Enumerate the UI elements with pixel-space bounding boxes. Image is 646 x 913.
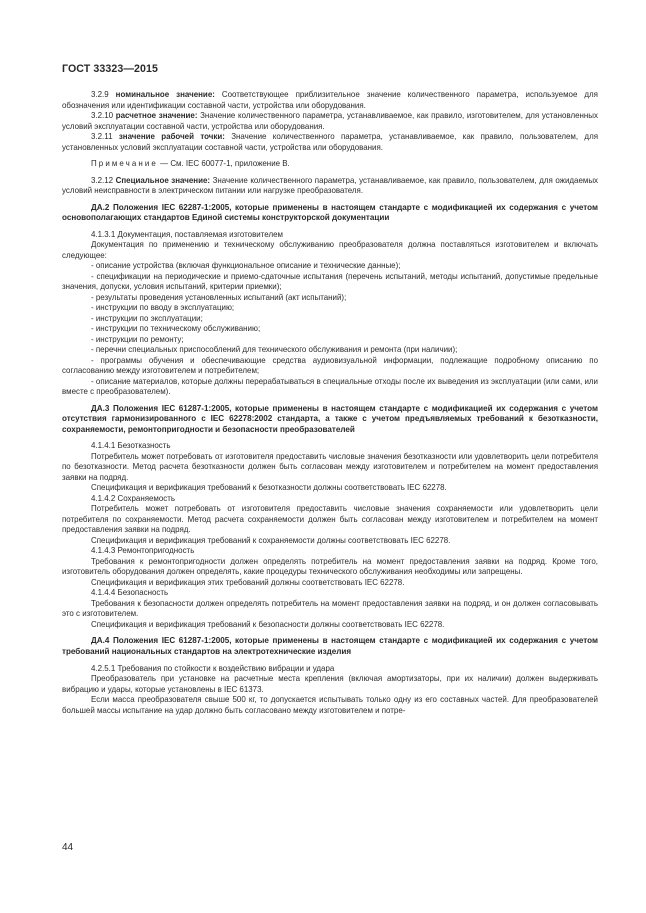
definition-term: значение рабочей точки: (118, 132, 225, 141)
definition-number: 3.2.10 (91, 111, 114, 120)
definition-3-2-10 (62, 111, 598, 132)
paragraph: Преобразователь при установке на расчетные места крепления (включая амортизаторы, при их наличии) должен выдерживать вибрацию и удары, которые установлены в IEC 61373. (62, 674, 598, 694)
definition-number: 3.2.12 (91, 175, 114, 185)
section-da3-heading: ДА.3 Положения IEC 61287-1:2005, которые применены в настоящем стандарте с модификацией их содержания с учетом отсутствия гармонизированного с IEC 62278:2002 стандарта, а также с учетом предъявляемых требований к безотказности, сохраняемости, ремонтопригодности и безопасности преобразователей (62, 403, 598, 434)
subsection-title: 4.1.4.1 Безотказность (91, 441, 171, 451)
list-item: - перечни специальных приспособлений для технического обслуживания и ремонта (при наличии); (91, 345, 458, 355)
paragraph: Спецификация и верификация требований к сохраняемости должны соответствовать IEC 62278. (91, 535, 451, 545)
paragraph: Если масса преобразователя свыше 500 кг, то допускается испытывать только одну из его составных частей. Для преобразователей большей массы испытание на удар должно быть согласовано между изготовителем и потре- (62, 695, 598, 715)
standard-header: ГОСТ 33323—2015 (62, 63, 159, 75)
list-item: - инструкции по эксплуатации; (91, 313, 203, 323)
paragraph: Спецификация и верификация этих требований должны соответствовать IEC 62278. (91, 577, 405, 587)
list-item: - инструкции по ремонту; (91, 334, 184, 344)
list-item: - описание материалов, которые должны перерабатываться в специальные отходы после их выведения из эксплуатации (или сами, или вместе с преобразователем). (62, 376, 598, 397)
list-item: - спецификации на периодические и приемо-сдаточные испытания (перечень испытаний, методы испытаний, допустимые предельные значения, допуски, условия испытаний, критерии приемки); (62, 271, 598, 292)
paragraph: Спецификация и верификация требований к безотказности должны соответствовать IEC 62278. (91, 483, 447, 493)
section-da2-heading: ДА.2 Положения IEC 62287-1:2005, которые применены в настоящем стандарте с модификацией их содержания с учетом основополагающих стандартов Единой системы конструкторской документации (62, 202, 598, 223)
subsection-title: 4.1.4.3 Ремонтопригодность (91, 546, 195, 556)
page-body (62, 90, 598, 716)
definition-text: Значение количественного параметра, устанавливаемое, как правило, пользователем, для установленных условий эксплуатации составной части, устройства или оборудования. (62, 132, 598, 152)
subsection-title: 4.2.5.1 Требования по стойкости к воздействию вибрации и удара (91, 663, 335, 673)
page-number: 44 (62, 842, 74, 853)
definition-text: Соответствующее приблизительное значение количественного параметра, используемое для обозначения или идентификации составной части, устройства или оборудования. (62, 90, 598, 110)
subsection-title: 4.1.4.4 Безопасность (91, 588, 169, 598)
definition-term: Специальное значение: (115, 175, 211, 185)
definition-text: Значение количественного параметра, устанавливаемое, как правило, пользователем, для ожидаемых условий неисправности в электрическом питании или нагрузке преобразователя. (62, 175, 598, 195)
paragraph: Спецификация и верификация требований к безопасности должны соответствовать IEC 62278. (91, 619, 445, 629)
definition-term: номинальное значение: (115, 90, 215, 99)
note (62, 159, 598, 170)
definition-number: 3.2.11 (91, 132, 113, 141)
list-item: - описание устройства (включая функциональное описание и технические данные); (91, 261, 401, 271)
note-label: Примечание (91, 159, 158, 168)
list-item: - программы обучения и обеспечивающие средства аудиовизуальной информации, подлежащие подробному описанию по согласованию между изготовителем и потребителем; (62, 355, 598, 376)
paragraph: Требования к безопасности должен определять потребитель на момент предоставления заявки на подряд, и он должен согласовывать это с изготовителем. (62, 598, 598, 619)
paragraph: Требования к ремонтопригодности должен определять потребитель на момент предоставления заявки на подряд. Кроме того, изготовитель оборудования должен определять, какие процедуры технического обслуживания необходимы или запрещены. (62, 556, 598, 577)
definition-number: 3.2.9 (91, 90, 109, 99)
definition-3-2-9 (62, 90, 598, 111)
list-item: - инструкции по техническому обслуживанию; (91, 324, 261, 334)
paragraph: Документация по применению и техническому обслуживанию преобразователя должна поставляться изготовителем и включать следующее: (62, 240, 598, 260)
note-text: — См. IEC 60077-1, приложение В. (160, 159, 290, 168)
definition-3-2-11 (62, 132, 598, 153)
definition-term: расчетное значение: (115, 111, 198, 120)
paragraph: Потребитель может потребовать от изготовителя предоставить числовые значения сохраняемости или удовлетворить цели потребителя по сохраняемости. Метод расчета сохраняемости должен быть согласован между изготовителем и потребителем на момент предоставления заявки на подряд. (62, 504, 598, 535)
definition-text: Значение количественного параметра, устанавливаемое, как правило, изготовителем, для установленных условий эксплуатации составной части, устройства или оборудования. (62, 111, 598, 131)
definition-3-2-12 (62, 176, 598, 197)
subsection-title: 4.1.3.1 Документация, поставляемая изготовителем (91, 229, 283, 239)
list-item: - результаты проведения установленных испытаний (акт испытаний); (91, 292, 347, 302)
list-item: - инструкции по вводу в эксплуатацию; (91, 303, 235, 313)
subsection-title: 4.1.4.2 Сохраняемость (91, 493, 176, 503)
section-da4-heading: ДА.4 Положения IEC 61287-1:2005, которые применены в настоящем стандарте с модификацией их содержания с учетом требований национальных стандартов на электротехнические изделия (62, 636, 598, 657)
paragraph: Потребитель может потребовать от изготовителя предоставить числовые значения безотказности или удовлетворить цели потребителя по безотказности. Метод расчета безотказности должен быть согласован между изготовителем и потребителем на момент предоставления заявки на подряд. (62, 451, 598, 482)
